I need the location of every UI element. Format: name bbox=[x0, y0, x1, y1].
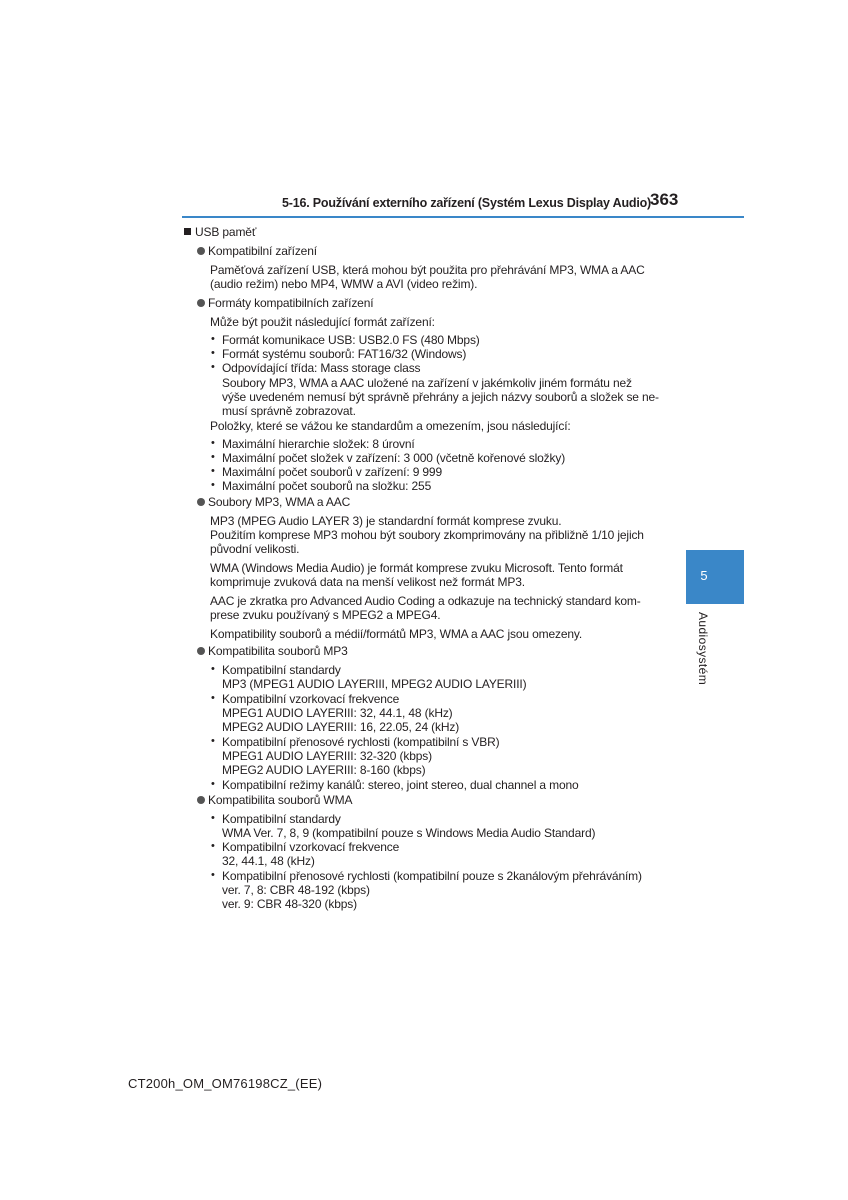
paragraph-line: WMA (Windows Media Audio) je formát komprese zvuku Microsoft. Tento formát bbox=[210, 561, 623, 575]
list-item-line: musí správně zobrazovat. bbox=[222, 404, 356, 418]
bullet-icon: • bbox=[211, 778, 215, 790]
list-item: Kompatibilní standardy bbox=[222, 812, 341, 826]
subsection-title-text: Soubory MP3, WMA a AAC bbox=[208, 495, 351, 509]
list-item: Kompatibilní režimy kanálů: stereo, joint stereo, dual channel a mono bbox=[222, 778, 579, 792]
list-item-line: WMA Ver. 7, 8, 9 (kompatibilní pouze s Windows Media Audio Standard) bbox=[222, 826, 596, 840]
paragraph-line: Paměťová zařízení USB, která mohou být použita pro přehrávání MP3, WMA a AAC bbox=[210, 263, 645, 277]
paragraph-line: Kompatibility souborů a médií/formátů MP3, WMA a AAC jsou omezeny. bbox=[210, 627, 583, 641]
list-item-line: MP3 (MPEG1 AUDIO LAYERIII, MPEG2 AUDIO LAYERIII) bbox=[222, 677, 527, 691]
square-bullet-icon bbox=[184, 228, 191, 235]
list-item-line: MPEG2 AUDIO LAYERIII: 16, 22.05, 24 (kHz) bbox=[222, 720, 460, 734]
heading-text: USB paměť bbox=[195, 225, 257, 239]
circle-bullet-icon bbox=[197, 498, 205, 506]
subsection-title bbox=[197, 793, 352, 807]
bullet-icon: • bbox=[211, 465, 215, 477]
list-item: Kompatibilní vzorkovací frekvence bbox=[222, 840, 400, 854]
list-item: Kompatibilní přenosové rychlosti (kompatibilní pouze s 2kanálovým přehráváním) bbox=[222, 869, 642, 883]
list-item-line: MPEG2 AUDIO LAYERIII: 8-160 (kbps) bbox=[222, 763, 426, 777]
list-item-line: ver. 9: CBR 48-320 (kbps) bbox=[222, 897, 357, 911]
header-divider bbox=[182, 216, 744, 218]
list-item: Maximální počet složek v zařízení: 3 000 (včetně kořenové složky) bbox=[222, 451, 566, 465]
paragraph-line: prese zvuku používaný s MPEG2 a MPEG4. bbox=[210, 608, 441, 622]
bullet-icon: • bbox=[211, 451, 215, 463]
list-item-line: MPEG1 AUDIO LAYERIII: 32, 44.1, 48 (kHz) bbox=[222, 706, 453, 720]
circle-bullet-icon bbox=[197, 247, 205, 255]
list-item: Odpovídající třída: Mass storage class bbox=[222, 361, 421, 375]
section-heading bbox=[184, 225, 256, 239]
subsection-title-text: Formáty kompatibilních zařízení bbox=[208, 296, 374, 310]
list-item-line: ver. 7, 8: CBR 48-192 (kbps) bbox=[222, 883, 370, 897]
list-item: Maximální počet souborů v zařízení: 9 999 bbox=[222, 465, 442, 479]
list-item: Maximální počet souborů na složku: 255 bbox=[222, 479, 432, 493]
chapter-title: Audiosystém bbox=[696, 612, 710, 686]
paragraph-line: Použitím komprese MP3 mohou být soubory zkomprimovány na přibližně 1/10 jejich bbox=[210, 528, 644, 542]
bullet-icon: • bbox=[211, 735, 215, 747]
subsection-title bbox=[197, 244, 317, 258]
section-header-title: 5-16. Používání externího zařízení (Systém Lexus Display Audio) bbox=[282, 196, 651, 210]
bullet-icon: • bbox=[211, 869, 215, 881]
paragraph-line: (audio režim) nebo MP4, WMW a AVI (video režim). bbox=[210, 277, 478, 291]
bullet-icon: • bbox=[211, 479, 215, 491]
paragraph-line: Může být použit následující formát zařízení: bbox=[210, 315, 435, 329]
bullet-icon: • bbox=[211, 812, 215, 824]
bullet-icon: • bbox=[211, 840, 215, 852]
list-item-line: 32, 44.1, 48 (kHz) bbox=[222, 854, 315, 868]
bullet-icon: • bbox=[211, 437, 215, 449]
bullet-icon: • bbox=[211, 692, 215, 704]
circle-bullet-icon bbox=[197, 647, 205, 655]
subsection-title-text: Kompatibilní zařízení bbox=[208, 244, 317, 258]
subsection-title bbox=[197, 296, 373, 310]
list-item: Formát komunikace USB: USB2.0 FS (480 Mbps) bbox=[222, 333, 480, 347]
chapter-tab bbox=[686, 550, 744, 604]
circle-bullet-icon bbox=[197, 796, 205, 804]
bullet-icon: • bbox=[211, 347, 215, 359]
bullet-icon: • bbox=[211, 333, 215, 345]
list-item: Maximální hierarchie složek: 8 úrovní bbox=[222, 437, 415, 451]
list-item-line: Soubory MP3, WMA a AAC uložené na zařízení v jakémkoliv jiném formátu než bbox=[222, 376, 632, 390]
subsection-title bbox=[197, 644, 348, 658]
paragraph-line: Položky, které se vážou ke standardům a omezením, jsou následující: bbox=[210, 419, 571, 433]
circle-bullet-icon bbox=[197, 299, 205, 307]
paragraph-line: AAC je zkratka pro Advanced Audio Coding a odkazuje na technický standard kom- bbox=[210, 594, 641, 608]
list-item: Kompatibilní přenosové rychlosti (kompatibilní s VBR) bbox=[222, 735, 500, 749]
list-item: Formát systému souborů: FAT16/32 (Windows) bbox=[222, 347, 467, 361]
bullet-icon: • bbox=[211, 663, 215, 675]
list-item-line: výše uvedeném nemusí být správně přehrány a jejich názvy souborů a složek se ne- bbox=[222, 390, 659, 404]
paragraph-line: MP3 (MPEG Audio LAYER 3) je standardní formát komprese zvuku. bbox=[210, 514, 562, 528]
list-item: Kompatibilní vzorkovací frekvence bbox=[222, 692, 400, 706]
list-item: Kompatibilní standardy bbox=[222, 663, 341, 677]
footer-document-code: CT200h_OM_OM76198CZ_(EE) bbox=[128, 1076, 323, 1091]
subsection-title-text: Kompatibilita souborů MP3 bbox=[208, 644, 348, 658]
bullet-icon: • bbox=[211, 361, 215, 373]
subsection-title-text: Kompatibilita souborů WMA bbox=[208, 793, 353, 807]
page-number: 363 bbox=[650, 190, 679, 209]
chapter-number: 5 bbox=[700, 568, 708, 583]
subsection-title bbox=[197, 495, 350, 509]
paragraph-line: původní velikosti. bbox=[210, 542, 300, 556]
paragraph-line: komprimuje zvuková data na menší velikost než formát MP3. bbox=[210, 575, 525, 589]
list-item-line: MPEG1 AUDIO LAYERIII: 32-320 (kbps) bbox=[222, 749, 432, 763]
